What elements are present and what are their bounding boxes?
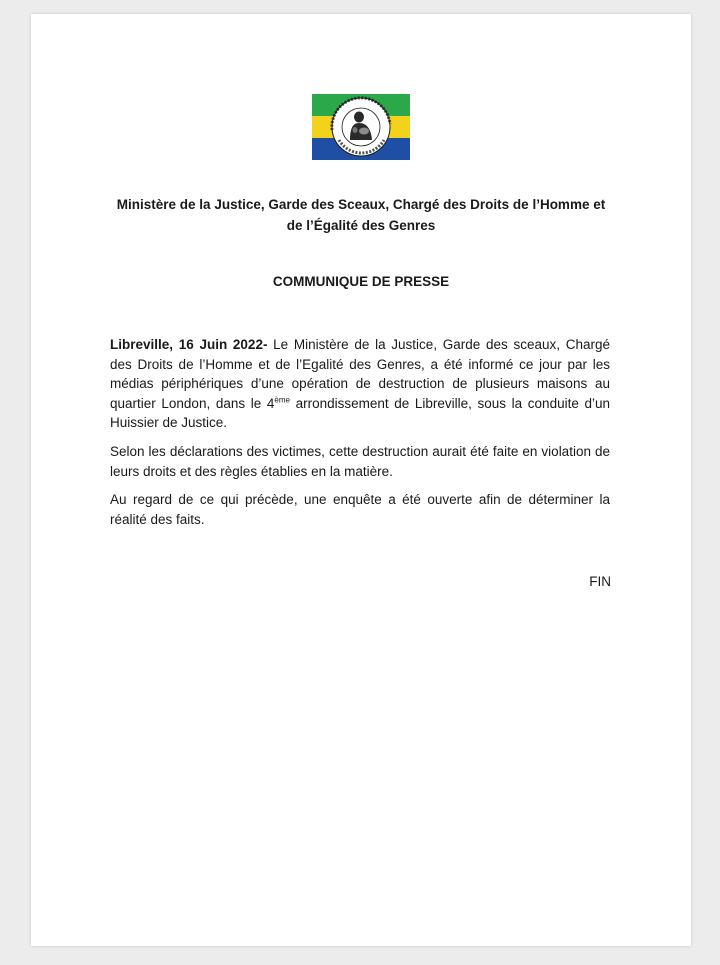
ordinal-suffix: ème xyxy=(274,395,290,405)
paragraph-2: Selon les déclarations des victimes, cette destruction aurait été faite en violation de leurs droits et des règles établies en la matière. xyxy=(110,443,610,479)
ministry-line-1: Ministère de la Justice, Garde des Sceaux, Chargé des Droits de l’Homme et xyxy=(116,197,606,212)
paragraph-3: Au regard de ce qui précède, une enquête a été ouverte afin de déterminer la réalité des faits. xyxy=(110,492,610,527)
ministry-name xyxy=(71,194,651,236)
emblem-seal-icon xyxy=(312,94,410,160)
document-page xyxy=(31,14,691,946)
paragraph-1-text-a: Le Ministère de la Justice, Garde des sceaux, Chargé des Droits de l’Homme et de l’Egalité des Genres, a été informé ce jour par les médias périphériques d’une opération de destruction de plusieurs maisons au quartier London, dans le 4 xyxy=(110,337,610,411)
paragraph-1 xyxy=(110,335,610,433)
document-title: COMMUNIQUE DE PRESSE xyxy=(272,274,450,289)
gabon-emblem xyxy=(312,94,410,160)
end-marker: FIN xyxy=(589,574,611,589)
document-body xyxy=(110,335,610,538)
paragraph-1-text-b: arrondissement de Libreville, sous la conduite d’un Huissier de Justice. xyxy=(110,395,610,431)
dateline: Libreville, 16 Juin 2022- xyxy=(110,337,268,352)
ministry-line-2: de l’Égalité des Genres xyxy=(286,218,436,233)
